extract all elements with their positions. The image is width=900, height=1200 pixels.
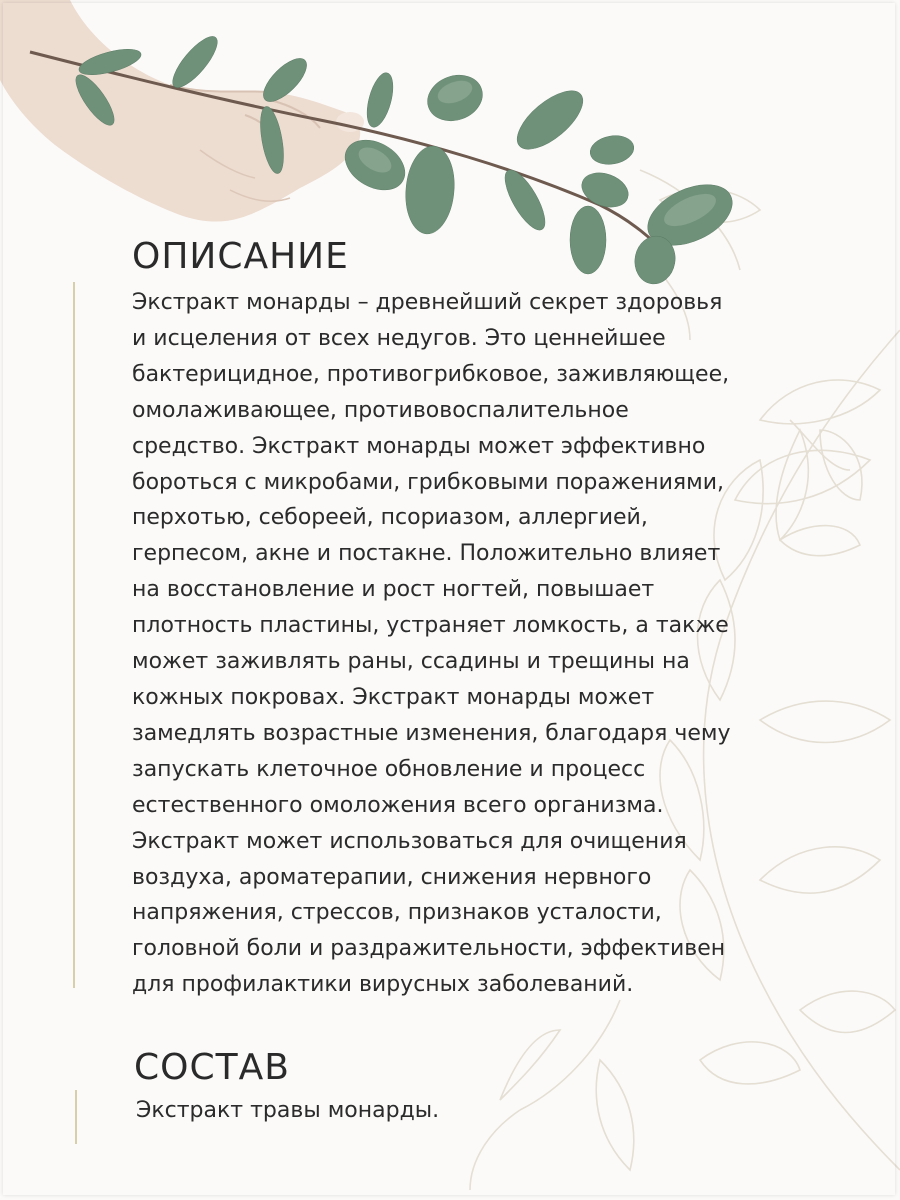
description-line: плотность пластины, устраняет ломкость, а также [132,613,729,639]
description-line: перхотью, себореей, псориазом, аллергией, [132,505,648,531]
description-line: на восстановление и рост ногтей, повышает [132,577,655,603]
description-line: бороться с микробами, грибковыми поражениями, [132,469,724,495]
description-line: головной боли и раздражительности, эффективен [132,936,726,962]
accent-line [75,1090,77,1144]
description-line: для профилактики вирусных заболеваний. [132,972,634,998]
description-line: естественного омоложения всего организма. [132,792,664,818]
hand-illustration [0,0,364,222]
description-title: ОПИСАНИЕ [132,236,349,277]
description-line: кожных покровах. Экстракт монарды может [132,684,655,710]
composition-text: Экстракт травы монарды. [136,1098,440,1123]
description-line: Экстракт может использоваться для очищения [132,828,687,854]
description-line: может заживлять раны, ссадины и трещины на [132,649,690,675]
composition-title: СОСТАВ [134,1047,290,1088]
description-line: воздуха, ароматерапии, снижения нервного [132,864,652,890]
description-line: запускать клеточное обновление и процесс [132,756,646,782]
description-text [132,285,730,1003]
description-line: напряжения, стрессов, признаков усталости, [132,900,662,926]
description-line: средство. Экстракт монарды может эффективно [132,433,706,459]
description-line: замедлять возрастные изменения, благодаря чему [132,720,731,746]
description-line: омолаживающее, противовоспалительное [132,397,629,423]
description-line: герпесом, акне и постакне. Положительно влияет [132,541,721,567]
description-line: бактерицидное, противогрибковое, заживляющее, [132,361,730,387]
description-line: и исцеления от всех недугов. Это ценнейшее [132,325,666,351]
accent-line [73,282,75,988]
description-line: Экстракт монарды – древнейший секрет здоровья [132,290,723,315]
